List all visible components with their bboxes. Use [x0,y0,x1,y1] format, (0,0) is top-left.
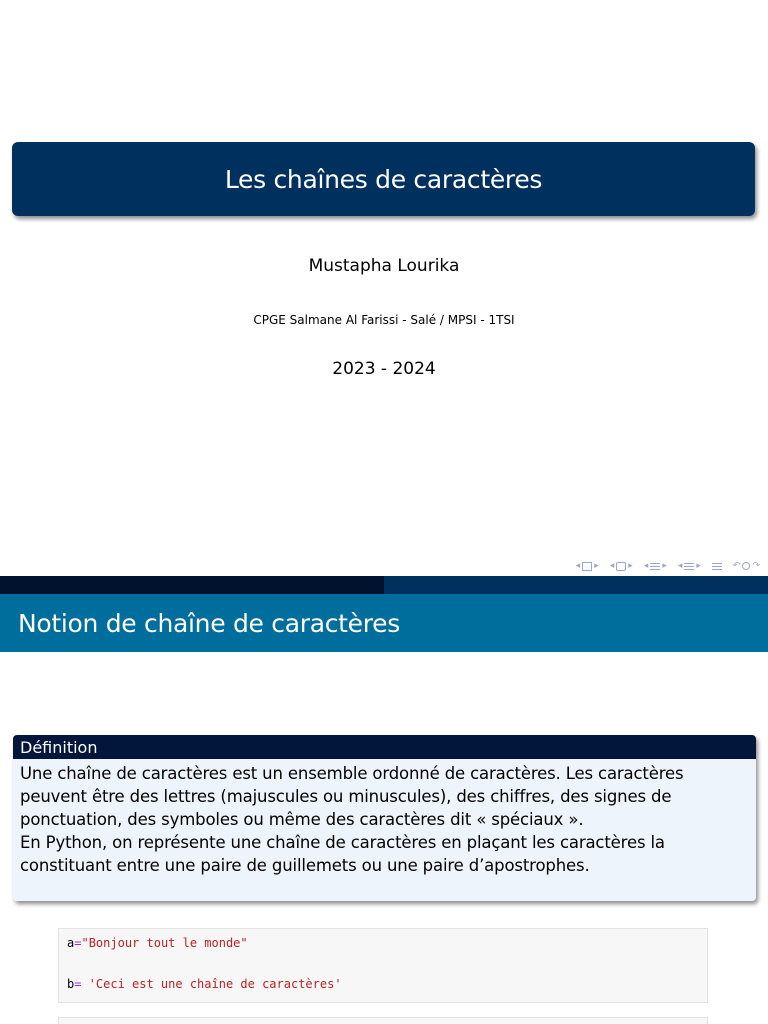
code-cell-next[interactable] [58,1017,708,1024]
frame-title: Notion de chaîne de caractères [18,608,400,638]
header-bar [0,576,768,594]
code-line [67,936,248,950]
header-bar-left [0,576,384,594]
frame-title-bar [0,594,768,652]
definition-line: En Python, on représente une chaîne de caractères en plaçant les caractères la [20,833,665,852]
nav-frame-icon[interactable]: ◂ ▸ [575,561,599,571]
code-variable: b [67,977,75,991]
code-variable: a [67,936,75,950]
definition-heading: Définition [13,735,756,759]
definition-line: peuvent être des lettres (majuscules ou minuscules), des chiffres, des signes de [20,787,672,806]
definition-block [13,735,756,901]
title-box [12,142,755,216]
code-string: "Bonjour tout le monde" [81,936,248,950]
beamer-navigation-bar [570,561,760,571]
content-slide [0,576,768,1024]
definition-body [13,759,756,901]
code-line [67,977,342,991]
presentation-title: Les chaînes de caractères [224,164,543,194]
nav-search-icon[interactable]: ↶ ↷ [732,561,760,571]
date: 2023 - 2024 [332,359,436,379]
code-operator: = [74,936,82,950]
header-bar-right [384,576,768,594]
definition-line: Une chaîne de caractères est un ensemble ordonné de caractères. Les caractères [20,764,684,783]
nav-subsection-icon[interactable]: ◂ ▸ [609,561,633,571]
nav-section-icon[interactable]: ◂ ▸ [643,561,667,571]
code-string: 'Ceci est une chaîne de caractères' [88,977,342,991]
author: Mustapha Lourika [308,256,460,276]
nav-appendix-icon[interactable] [712,563,722,570]
code-operator: = [74,977,89,991]
code-cell[interactable] [58,928,708,1003]
institute: CPGE Salmane Al Farissi - Salé / MPSI - 1TSI [253,313,515,327]
definition-line: ponctuation, des symboles ou même des caractères dit « spéciaux ». [20,810,584,829]
definition-line: constituant entre une paire de guillemets ou une paire d’apostrophes. [20,856,590,875]
nav-document-icon[interactable]: ◂ ▸ [677,561,701,571]
